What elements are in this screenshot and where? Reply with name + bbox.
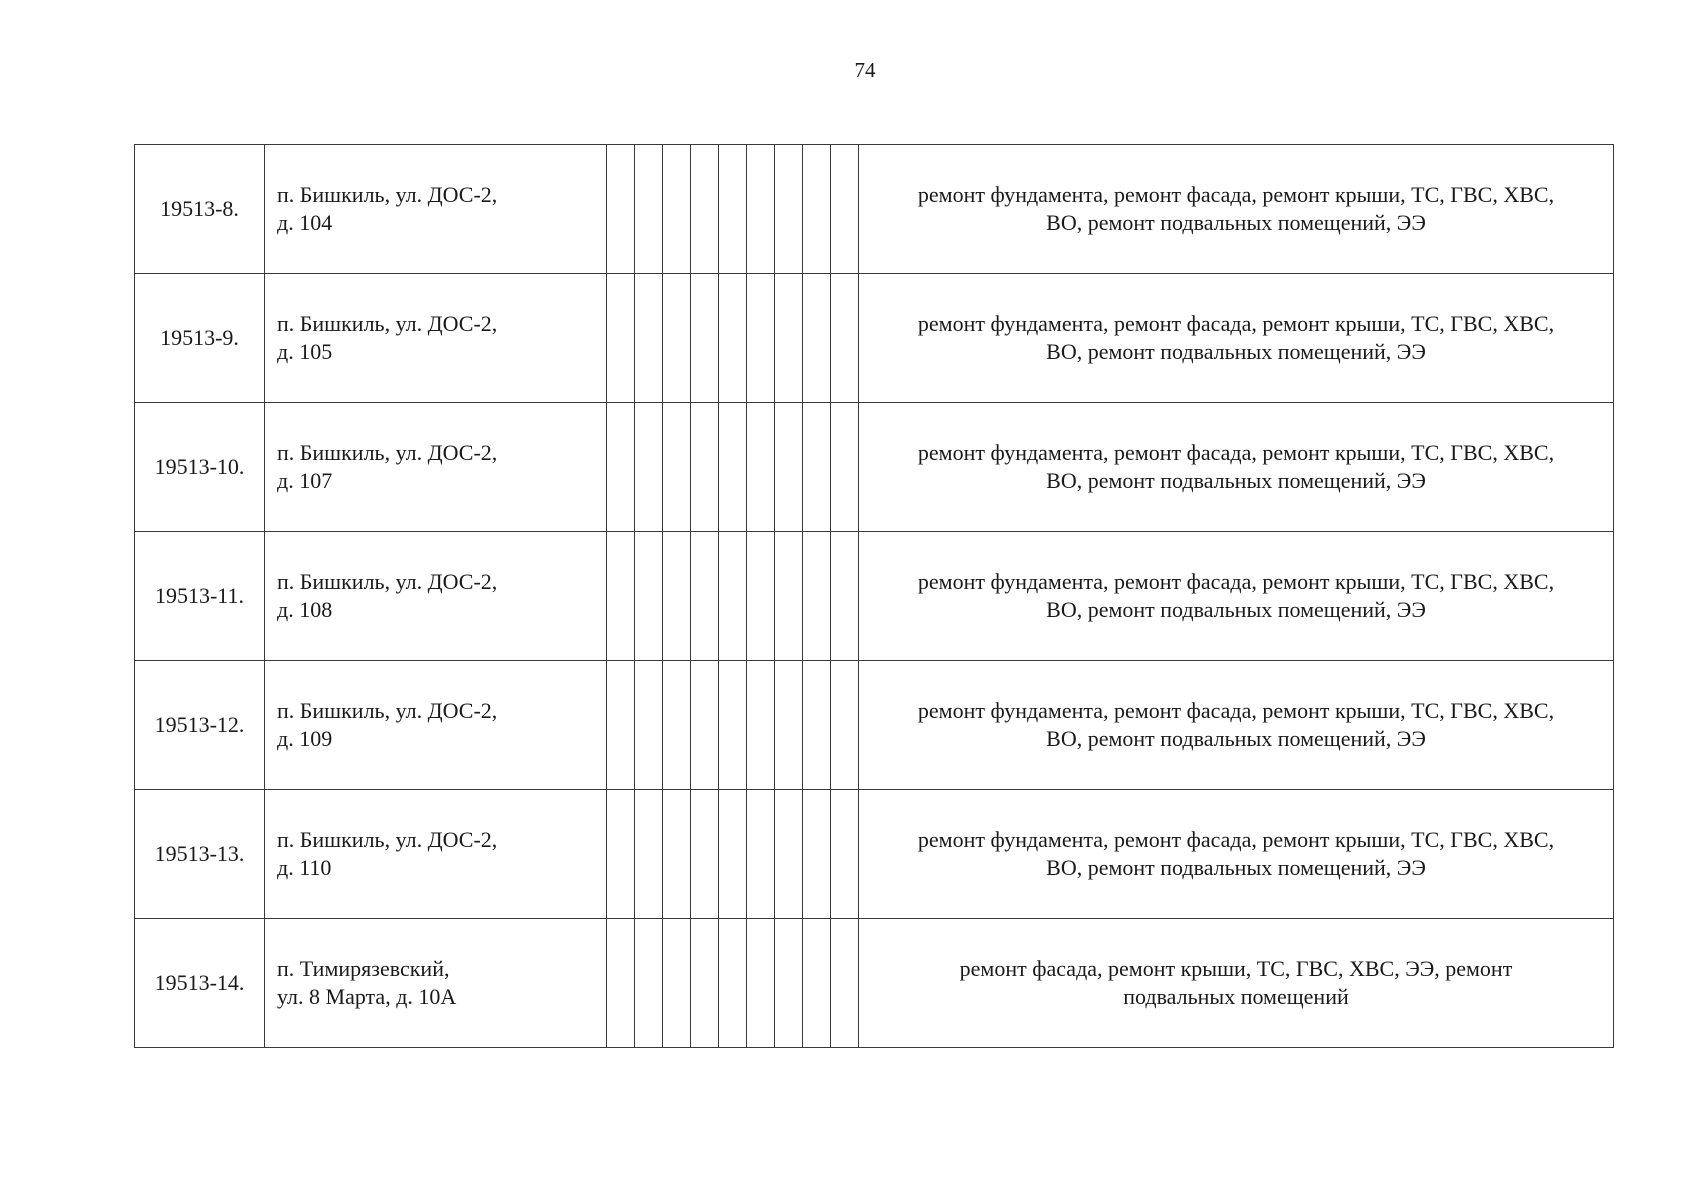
row-number-cell: 19513-10. [135,403,265,532]
works-cell [859,532,1614,661]
empty-cell [607,145,635,274]
empty-cell [747,661,775,790]
empty-cell [831,532,859,661]
empty-cell [719,274,747,403]
page-number: 74 [854,58,876,82]
empty-cell [747,919,775,1048]
address-line: п. Бишкиль, ул. ДОС-2, [277,698,498,723]
empty-cell [635,790,663,919]
works-line: ВО, ремонт подвальных помещений, ЭЭ [1046,855,1426,880]
empty-cell [635,145,663,274]
empty-cell [719,532,747,661]
table-row [135,919,1614,1048]
empty-cell [803,919,831,1048]
empty-cell [691,790,719,919]
table-body [135,145,1614,1048]
empty-cell [607,532,635,661]
address-cell [265,274,607,403]
empty-cell [691,145,719,274]
empty-cell [831,790,859,919]
empty-cell [747,790,775,919]
empty-cell [635,919,663,1048]
empty-cell [719,403,747,532]
empty-cell [635,661,663,790]
row-number-cell: 19513-14. [135,919,265,1048]
row-number-cell: 19513-11. [135,532,265,661]
address-line: д. 107 [277,468,333,493]
address-cell [265,661,607,790]
address-line: ул. 8 Марта, д. 10А [277,984,457,1009]
empty-cell [635,532,663,661]
address-line: д. 109 [277,726,333,751]
address-line: п. Тимирязевский, [277,956,450,981]
works-line: ремонт фундамента, ремонт фасада, ремонт крыши, ТС, ГВС, ХВС, [917,569,1555,594]
address-line: п. Бишкиль, ул. ДОС-2, [277,440,498,465]
empty-cell [691,661,719,790]
works-line: ремонт фундамента, ремонт фасада, ремонт крыши, ТС, ГВС, ХВС, [917,311,1555,336]
empty-cell [691,403,719,532]
empty-cell [775,145,803,274]
empty-cell [747,532,775,661]
empty-cell [775,403,803,532]
empty-cell [607,274,635,403]
empty-cell [663,661,691,790]
empty-cell [691,919,719,1048]
empty-cell [607,661,635,790]
row-number-cell: 19513-12. [135,661,265,790]
empty-cell [831,145,859,274]
works-cell [859,919,1614,1048]
works-line: ВО, ремонт подвальных помещений, ЭЭ [1046,468,1426,493]
empty-cell [663,274,691,403]
empty-cell [663,145,691,274]
empty-cell [775,919,803,1048]
works-line: ремонт фундамента, ремонт фасада, ремонт крыши, ТС, ГВС, ХВС, [917,182,1555,207]
address-line: п. Бишкиль, ул. ДОС-2, [277,311,498,336]
row-number-cell: 19513-9. [135,274,265,403]
empty-cell [719,790,747,919]
empty-cell [775,274,803,403]
empty-cell [691,532,719,661]
empty-cell [663,790,691,919]
works-line: ремонт фундамента, ремонт фасада, ремонт крыши, ТС, ГВС, ХВС, [917,827,1555,852]
empty-cell [831,919,859,1048]
address-cell [265,919,607,1048]
works-table [134,144,1614,1048]
address-cell [265,790,607,919]
empty-cell [831,661,859,790]
empty-cell [663,919,691,1048]
address-line: д. 110 [277,855,332,880]
empty-cell [635,274,663,403]
works-line: ремонт фундамента, ремонт фасада, ремонт крыши, ТС, ГВС, ХВС, [917,698,1555,723]
works-line: ВО, ремонт подвальных помещений, ЭЭ [1046,210,1426,235]
empty-cell [803,661,831,790]
works-line: ВО, ремонт подвальных помещений, ЭЭ [1046,339,1426,364]
works-cell [859,661,1614,790]
row-number-cell: 19513-13. [135,790,265,919]
table-row [135,790,1614,919]
empty-cell [635,403,663,532]
empty-cell [747,403,775,532]
empty-cell [775,661,803,790]
empty-cell [607,919,635,1048]
address-cell [265,532,607,661]
address-line: п. Бишкиль, ул. ДОС-2, [277,182,498,207]
works-line: ремонт фасада, ремонт крыши, ТС, ГВС, ХВС, ЭЭ, ремонт [959,956,1513,981]
works-line: ремонт фундамента, ремонт фасада, ремонт крыши, ТС, ГВС, ХВС, [917,440,1555,465]
row-number-cell: 19513-8. [135,145,265,274]
empty-cell [691,274,719,403]
empty-cell [607,403,635,532]
address-cell [265,403,607,532]
works-cell [859,790,1614,919]
empty-cell [803,532,831,661]
works-line: подвальных помещений [1123,984,1349,1009]
table-row [135,532,1614,661]
empty-cell [747,145,775,274]
empty-cell [803,403,831,532]
empty-cell [663,532,691,661]
table-row [135,661,1614,790]
works-cell [859,274,1614,403]
address-line: п. Бишкиль, ул. ДОС-2, [277,569,498,594]
address-cell [265,145,607,274]
empty-cell [831,403,859,532]
works-cell [859,403,1614,532]
works-line: ВО, ремонт подвальных помещений, ЭЭ [1046,726,1426,751]
works-cell [859,145,1614,274]
address-line: д. 108 [277,597,333,622]
empty-cell [803,274,831,403]
table-row [135,274,1614,403]
empty-cell [803,790,831,919]
table-row [135,403,1614,532]
empty-cell [607,790,635,919]
empty-cell [747,274,775,403]
empty-cell [803,145,831,274]
address-line: д. 104 [277,210,333,235]
empty-cell [775,790,803,919]
table-row [135,145,1614,274]
empty-cell [719,661,747,790]
empty-cell [719,145,747,274]
address-line: п. Бишкиль, ул. ДОС-2, [277,827,498,852]
empty-cell [831,274,859,403]
works-line: ВО, ремонт подвальных помещений, ЭЭ [1046,597,1426,622]
empty-cell [663,403,691,532]
address-line: д. 105 [277,339,333,364]
empty-cell [719,919,747,1048]
empty-cell [775,532,803,661]
